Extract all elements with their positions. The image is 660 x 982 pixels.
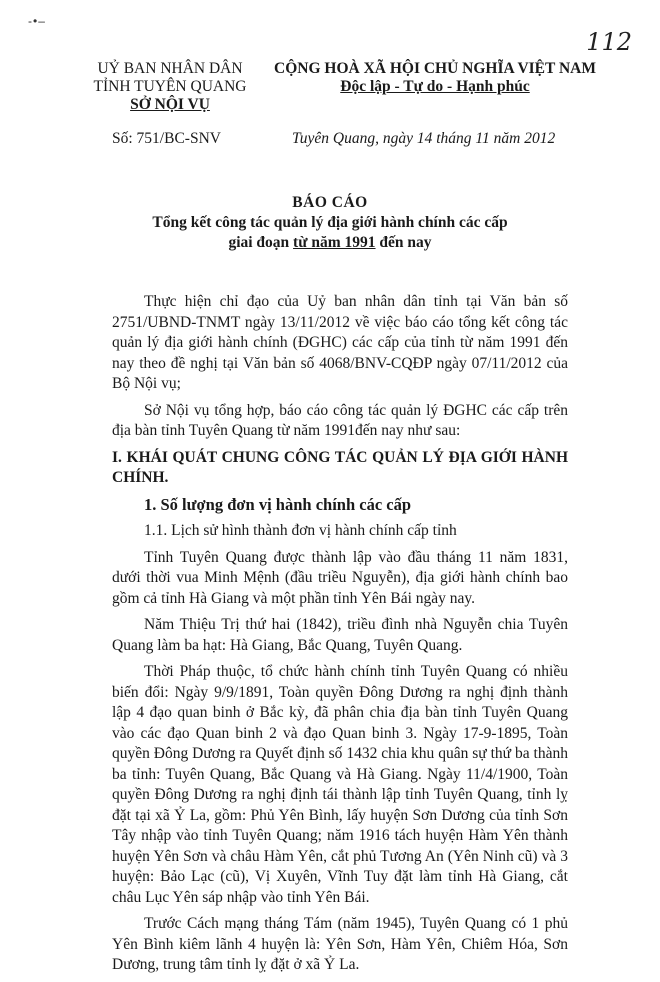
- document-header: [0, 60, 660, 180]
- report-title-block: [0, 193, 660, 253]
- report-body: [112, 292, 568, 982]
- national-motto: Độc lập - Tự do - Hạnh phúc: [340, 78, 530, 95]
- report-subtitle-1: Tổng kết công tác quản lý địa giới hành chính các cấp: [152, 214, 508, 231]
- corner-mark: -•–: [28, 14, 46, 28]
- subsection-heading-1-1: 1.1. Lịch sử hình thành đơn vị hành chính cấp tỉnh: [144, 522, 457, 539]
- paragraph-2: Sở Nội vụ tổng hợp, báo cáo công tác quản lý ĐGHC các cấp trên địa bàn tỉnh Tuyên Quang từ năm 1991đến nay như sau:: [112, 401, 568, 439]
- subsection-heading-1: 1. Số lượng đơn vị hành chính các cấp: [144, 494, 412, 514]
- paragraph-5: Thời Pháp thuộc, tổ chức hành chính tỉnh Tuyên Quang có nhiều biến đổi: Ngày 9/9/1891, Toàn quyền Đông Dương ra nghị định thành lập 4 đạo quan binh ở Bắc kỳ, đã phân chia địa bàn tỉnh Tuyên Quang vào các đạo Quan binh 2 và đạo Quan binh 3. Ngày 17-9-1895, Toàn quyền Đông Dương ra Quyết định số 1432 chia khu quân sự thứ ba thành ba tỉnh: Tuyên Quang, Bắc Quang và Hà Giang. Ngày 11/4/1900, Toàn quyền Đông Dương ra nghị định tái thành lập tỉnh Tuyên Quang, tỉnh lỵ đặt tại xã Ỷ La, gồm: Phủ Yên Bình, lấy huyện Sơn Dương của tỉnh Sơn Tây nhập vào tỉnh Tuyên Quang; năm 1916 tách huyện Hàm Yên thành huyện Yên Sơn và châu Hàm Yên, cắt phủ Tương An (Yên Ninh cũ) và 3 huyện: Bảo Lạc (cũ), Vị Xuyên, Vĩnh Tuy đặt làm tỉnh Hà Giang, cắt châu Lục Yên sáp nhập vào tỉnh Yên Bái.: [112, 663, 568, 906]
- subtitle-2-prefix: giai đoạn: [228, 234, 294, 251]
- document-number: Số: 751/BC-SNV: [112, 130, 221, 147]
- subtitle-2-underlined: từ năm 1991: [293, 234, 376, 251]
- handwritten-page-number: 112: [586, 28, 632, 56]
- issuing-authority: [70, 60, 270, 114]
- paragraph-3: Tỉnh Tuyên Quang được thành lập vào đầu tháng 11 năm 1831, dưới thời vua Minh Mệnh (đầu triều Nguyễn), địa giới hành chính bao gồm cả tỉnh Hà Giang và một phần tỉnh Yên Bái ngày nay.: [112, 548, 568, 607]
- paragraph-6: Trước Cách mạng tháng Tám (năm 1945), Tuyên Quang có 1 phủ Yên Bình kiêm lãnh 4 huyện là: Yên Sơn, Hàm Yên, Chiêm Hóa, Sơn Dương, trung tâm tỉnh lỵ đặt ở xã Ỷ La.: [112, 915, 568, 973]
- country-name: CỘNG HOÀ XÃ HỘI CHỦ NGHĨA VIỆT NAM: [274, 60, 596, 77]
- paragraph-1: Thực hiện chỉ đạo của Uỷ ban nhân dân tỉnh tại Văn bản số 2751/UBND-TNMT ngày 13/11/2012 về việc báo cáo tổng kết công tác quản lý địa giới hành chính (ĐGHC) các cấp của tỉnh từ năm 1991 đến nay theo đề nghị tại Văn bản số 4068/BNV-CQĐP ngày 07/11/2012 của Bộ Nội vụ;: [112, 293, 568, 392]
- authority-line-1: UỶ BAN NHÂN DÂN: [97, 60, 243, 77]
- national-title: [270, 60, 600, 96]
- authority-line-2: TỈNH TUYÊN QUANG: [93, 78, 247, 95]
- report-subtitle-2: [0, 233, 660, 253]
- section-heading-1: I. KHÁI QUÁT CHUNG CÔNG TÁC QUẢN LÝ ĐỊA GIỚI HÀNH CHÍNH.: [112, 448, 568, 486]
- subtitle-2-suffix: đến nay: [375, 234, 432, 251]
- report-title: BÁO CÁO: [292, 194, 368, 211]
- paragraph-4: Năm Thiệu Trị thứ hai (1842), triều đình nhà Nguyễn chia Tuyên Quang làm ba hạt: Hà Giang, Bắc Quang, Tuyên Quang.: [112, 616, 568, 654]
- department-name: SỞ NỘI VỤ: [130, 96, 210, 113]
- document-date: Tuyên Quang, ngày 14 tháng 11 năm 2012: [292, 130, 556, 147]
